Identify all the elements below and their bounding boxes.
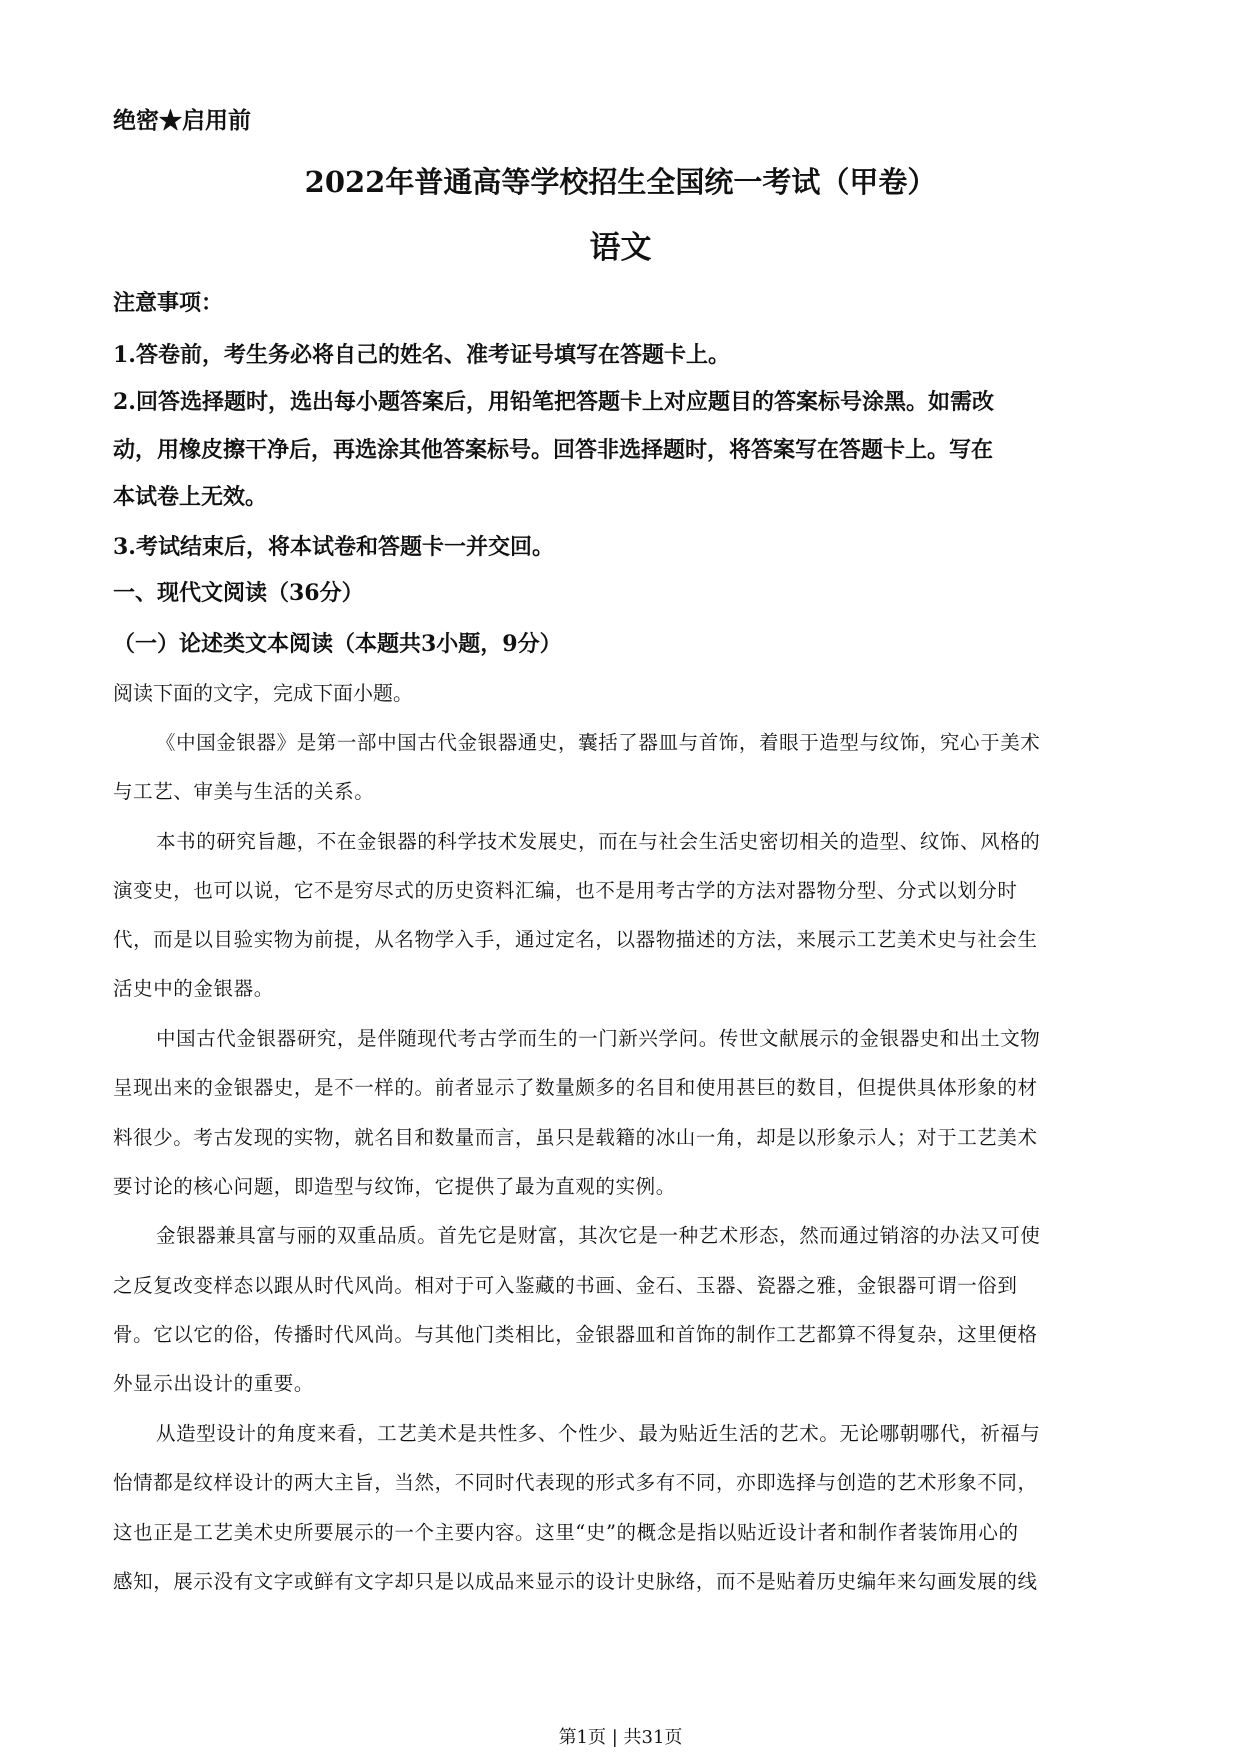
note-line: 2.回答选择题时，选出每小题答案后，用铅笔把答题卡上对应题目的答案标号涂黑。如需改 [113,389,994,415]
passage-line: 要讨论的核心问题，即造型与纹饰，它提供了最为直观的实例。 [113,1175,676,1198]
exam-title: 2022年普通高等学校招生全国统一考试（甲卷） [304,165,937,199]
passage-line: 与工艺、审美与生活的关系。 [113,780,375,803]
passage-line: 中国古代金银器研究，是伴随现代考古学而生的一门新兴学问。传世文献展示的金银器史和出土文物 [156,1027,1041,1050]
passage-line: 外显示出设计的重要。 [113,1372,315,1395]
passage-line: 这也正是工艺美术史所要展示的一个主要内容。这里“史”的概念是指以贴近设计者和制作者装饰用心的 [113,1521,1019,1544]
subject-title: 语文 [589,230,652,266]
page-number: 第1页 | 共31页 [558,1727,683,1748]
passage-line: 代，而是以目验实物为前提，从名物学入手，通过定名，以器物描述的方法，来展示工艺美术史与社会生 [113,928,1038,951]
passage-line: 料很少。考古发现的实物，就名目和数量而言，虽只是载籍的冰山一角，却是以形象示人；对于工艺美术 [113,1126,1038,1149]
note-line: 3.考试结束后，将本试卷和答题卡一并交回。 [113,534,554,560]
passage-line: 演变史，也可以说，它不是穷尽式的历史资料汇编，也不是用考古学的方法对器物分型、分式以划分时 [113,879,1018,902]
passage-line: 怡情都是纹样设计的两大主旨，当然，不同时代表现的形式多有不同，亦即选择与创造的艺术形象不同， [113,1471,1038,1494]
passage-line: 感知，展示没有文字或鲜有文字却只是以成品来显示的设计史脉络，而不是贴着历史编年来勾画发展的线 [113,1570,1038,1593]
section-subtitle: （一）论述类文本阅读（本题共3小题，9分） [113,631,562,657]
notes-heading: 注意事项： [113,290,224,316]
note-line: 本试卷上无效。 [113,484,268,510]
passage-line: 《中国金银器》是第一部中国古代金银器通史，囊括了器皿与首饰，着眼于造型与纹饰，究心于美术 [156,731,1041,754]
confidential-label: 绝密★启用前 [113,107,251,134]
passage-line: 骨。它以它的俗，传播时代风尚。与其他门类相比，金银器皿和首饰的制作工艺都算不得复杂，这里便格 [113,1323,1038,1346]
note-line: 动，用橡皮擦干净后，再选涂其他答案标号。回答非选择题时，将答案写在答题卡上。写在 [113,437,994,463]
passage-line: 之反复改变样态以跟从时代风尚。相对于可入鉴藏的书画、金石、玉器、瓷器之雅，金银器可谓一俗到 [113,1274,1018,1297]
passage-line: 本书的研究旨趣，不在金银器的科学技术发展史，而在与社会生活史密切相关的造型、纹饰、风格的 [156,830,1041,853]
passage-line: 从造型设计的角度来看，工艺美术是共性多、个性少、最为贴近生活的艺术。无论哪朝哪代，祈福与 [156,1422,1041,1445]
reading-instruction: 阅读下面的文字，完成下面小题。 [113,681,413,705]
passage-line: 活史中的金银器。 [113,977,274,1000]
note-line: 1.答卷前，考生务必将自己的姓名、准考证号填写在答题卡上。 [113,342,730,368]
section-title: 一、现代文阅读（36分） [113,580,364,606]
passage-line: 金银器兼具富与丽的双重品质。首先它是财富，其次它是一种艺术形态，然而通过销溶的办法又可使 [156,1224,1041,1247]
passage-line: 呈现出来的金银器史，是不一样的。前者显示了数量颇多的名目和使用甚巨的数目，但提供具体形象的材 [113,1076,1038,1099]
